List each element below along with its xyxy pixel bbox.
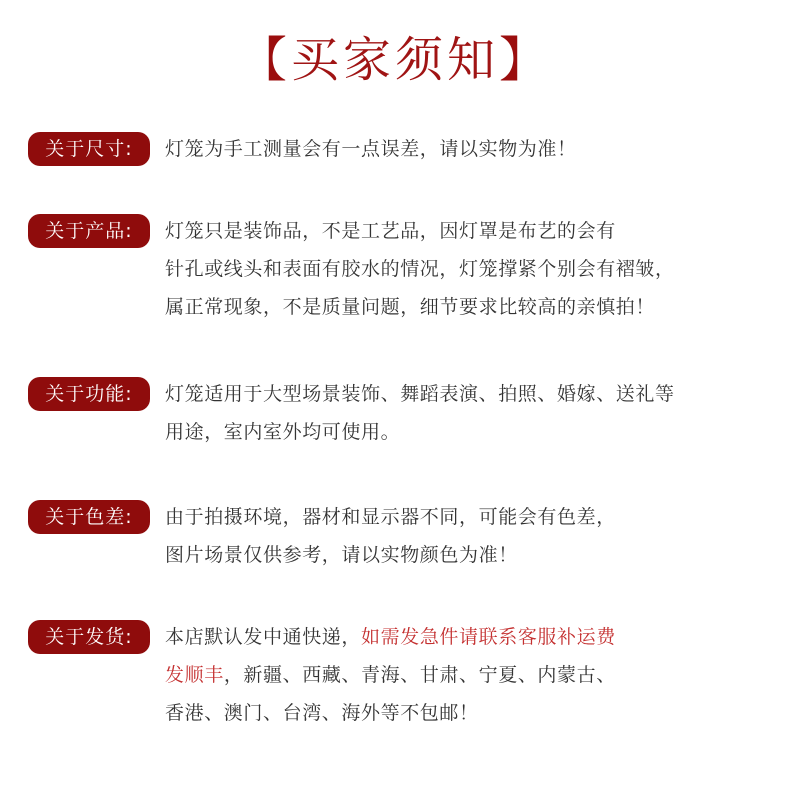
section-product-line-1: 灯笼只是装饰品，不是工艺品，因灯罩是布艺的会有 — [165, 220, 616, 242]
section-shipping-badge: 关于发货: — [28, 620, 150, 654]
section-function-badge: 关于功能: — [28, 377, 150, 411]
section-function-line-2: 用途，室内室外均可使用。 — [165, 421, 401, 443]
section-shipping-line-3: 香港、澳门、台湾、海外等不包邮！ — [165, 702, 479, 724]
shipping-regions: ，新疆、西藏、青海、甘肃、宁夏、内蒙古、 — [223, 664, 616, 686]
section-size-text — [165, 130, 577, 168]
shipping-default-courier: 本店默认发中通快递， — [165, 626, 362, 648]
section-product-text — [165, 212, 675, 326]
section-product-badge: 关于产品: — [28, 214, 150, 248]
section-function-line-1: 灯笼适用于大型场景装饰、舞蹈表演、拍照、婚嫁、送礼等 — [165, 383, 675, 405]
section-color-line-1: 由于拍摄环境，器材和显示器不同，可能会有色差， — [165, 506, 616, 528]
title-bracket-close: 】 — [499, 32, 552, 88]
section-size-line-1: 灯笼为手工测量会有一点误差，请以实物为准！ — [165, 138, 577, 160]
shipping-sf-express: 发顺丰 — [165, 664, 224, 686]
section-product-line-3: 属正常现象，不是质量问题，细节要求比较高的亲慎拍！ — [165, 296, 656, 318]
title-text: 买家须知 — [290, 32, 499, 88]
section-product-line-2: 针孔或线头和表面有胶水的情况，灯笼撑紧个别会有褶皱， — [165, 258, 675, 280]
title-bracket-open: 【 — [238, 32, 291, 88]
section-color-line-2: 图片场景仅供参考，请以实物颜色为准！ — [165, 544, 518, 566]
section-function-text — [165, 375, 675, 451]
section-size-badge: 关于尺寸: — [28, 132, 150, 166]
section-color-badge: 关于色差: — [28, 500, 150, 534]
section-shipping-text — [165, 618, 616, 732]
page-title — [0, 20, 790, 100]
section-shipping-line-1 — [165, 618, 616, 656]
shipping-urgent-note: 如需发急件请联系客服补运费 — [361, 626, 616, 648]
section-shipping-line-2 — [165, 656, 616, 694]
section-color-text — [165, 498, 616, 574]
